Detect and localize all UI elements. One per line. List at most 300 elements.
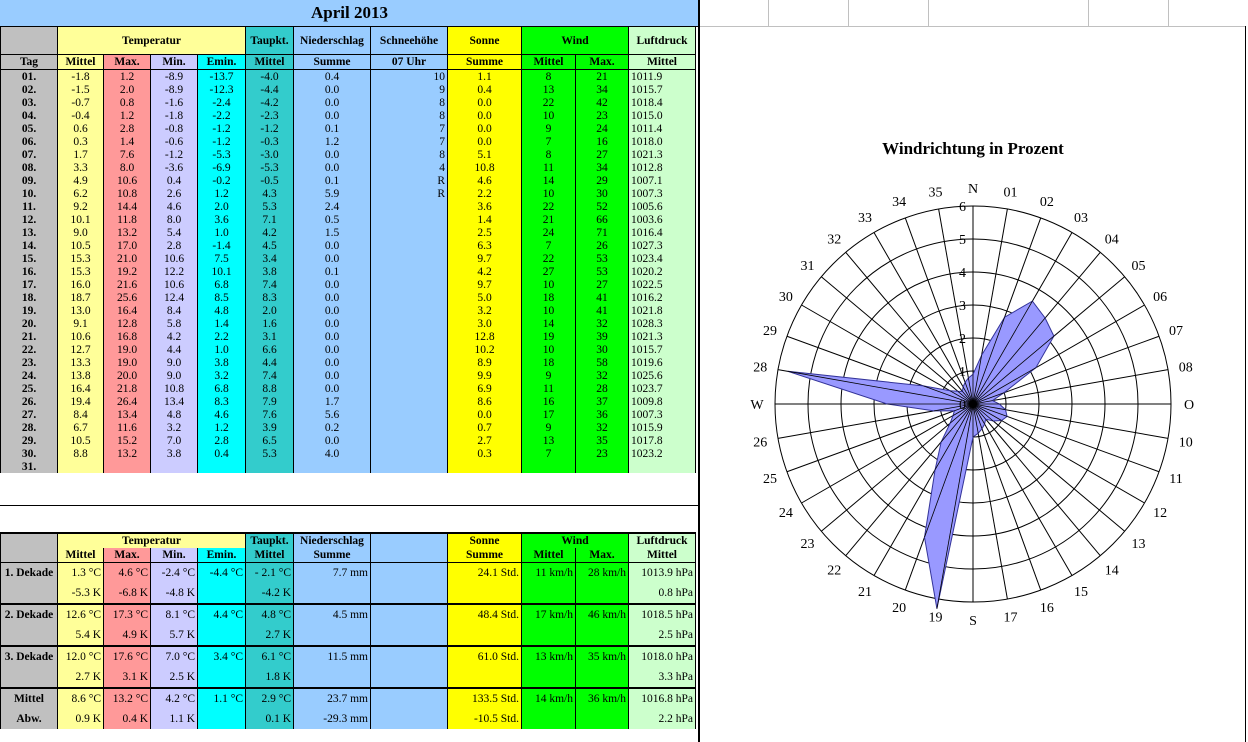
luftdruck-cell: 1016.2 xyxy=(629,291,696,304)
temp-max-cell: 19.0 xyxy=(104,343,151,356)
table-row xyxy=(1,70,696,84)
sonne-cell: 8.9 xyxy=(448,356,522,369)
luftdruck-cell: 1016.4 xyxy=(629,226,696,239)
summary-temp-max-cell: 17.6 °C xyxy=(104,646,151,667)
ring-label: 5 xyxy=(959,233,966,248)
day-label-cell: 27. xyxy=(1,408,58,421)
wind-mittel-cell: 27 xyxy=(522,265,576,278)
summary-temp-max-cell: 0.4 K xyxy=(104,709,151,729)
day-label-cell: 05. xyxy=(1,122,58,135)
cardinal-label-N: N xyxy=(967,182,979,197)
temp-min-cell: 8.0 xyxy=(151,213,198,226)
niederschlag-cell: 0.0 xyxy=(294,369,371,382)
taupkt-cell: 5.3 xyxy=(246,200,294,213)
temp-emin-cell: 6.8 xyxy=(198,278,246,291)
summary-row xyxy=(1,667,696,688)
temp-max-cell: 11.8 xyxy=(104,213,151,226)
wind-max-cell: 27 xyxy=(576,278,629,291)
summary-taupkt-cell: 2.9 °C xyxy=(246,688,294,709)
luftdruck-cell xyxy=(629,460,696,473)
summary-empty-cell xyxy=(371,563,448,584)
summary-wind-max-cell: 35 km/h xyxy=(576,646,629,667)
table-row xyxy=(1,265,696,278)
wind-mittel-cell: 24 xyxy=(522,226,576,239)
summary-row xyxy=(1,625,696,646)
temp-mittel-cell: 0.3 xyxy=(58,135,104,148)
temp-min-cell: -1.6 xyxy=(151,96,198,109)
summary-temp-max-cell: 17.3 °C xyxy=(104,604,151,625)
taupkt-cell: 3.4 xyxy=(246,252,294,265)
header-wind-mittel: Mittel xyxy=(522,55,576,70)
luftdruck-cell: 1021.3 xyxy=(629,148,696,161)
summary-taupkt-cell: - 2.1 °C xyxy=(246,563,294,584)
wind-max-cell: 37 xyxy=(576,395,629,408)
direction-label-32: 32 xyxy=(827,232,842,248)
ring-label: 3 xyxy=(959,299,966,314)
taupkt-cell: 7.1 xyxy=(246,213,294,226)
summary-temp-emin-cell: 3.4 °C xyxy=(198,646,246,667)
wind-mittel-cell: 10 xyxy=(522,109,576,122)
sonne-cell: 6.9 xyxy=(448,382,522,395)
day-label-cell: 07. xyxy=(1,148,58,161)
niederschlag-cell: 1.5 xyxy=(294,226,371,239)
wind-mittel-cell: 9 xyxy=(522,369,576,382)
schneehoehe-cell xyxy=(371,200,448,213)
temp-mittel-cell: 18.7 xyxy=(58,291,104,304)
wind-rose-chart xyxy=(700,120,1246,640)
temp-emin-cell: 1.0 xyxy=(198,343,246,356)
taupkt-cell: 8.3 xyxy=(246,291,294,304)
day-label-cell: 09. xyxy=(1,174,58,187)
niederschlag-cell: 0.0 xyxy=(294,317,371,330)
table-row xyxy=(1,239,696,252)
temp-mittel-cell: 19.4 xyxy=(58,395,104,408)
temp-mittel-cell: 13.8 xyxy=(58,369,104,382)
temp-emin-cell: 1.0 xyxy=(198,226,246,239)
temp-min-cell: 9.0 xyxy=(151,369,198,382)
temp-mittel-cell: -1.8 xyxy=(58,70,104,84)
schneehoehe-cell xyxy=(371,421,448,434)
sum-subheader-summe: Summe xyxy=(294,548,371,563)
summary-taupkt-cell: 1.8 K xyxy=(246,667,294,688)
summary-taupkt-cell: -4.2 K xyxy=(246,583,294,604)
temp-max-cell: 8.0 xyxy=(104,161,151,174)
temp-min-cell: 4.2 xyxy=(151,330,198,343)
direction-label-30: 30 xyxy=(778,290,793,305)
summary-sonne-cell: 48.4 Std. xyxy=(448,604,522,625)
direction-label-04: 04 xyxy=(1104,232,1119,248)
direction-label-01: 01 xyxy=(1003,185,1018,201)
temp-max-cell: 7.6 xyxy=(104,148,151,161)
day-label-cell: 14. xyxy=(1,239,58,252)
day-label-cell: 20. xyxy=(1,317,58,330)
niederschlag-cell: 0.1 xyxy=(294,265,371,278)
niederschlag-cell: 0.2 xyxy=(294,421,371,434)
day-label-cell: 15. xyxy=(1,252,58,265)
luftdruck-cell: 1018.4 xyxy=(629,96,696,109)
wind-mittel-cell: 14 xyxy=(522,174,576,187)
wind-mittel-cell: 7 xyxy=(522,135,576,148)
taupkt-cell: -1.2 xyxy=(246,122,294,135)
temp-emin-cell: -1.4 xyxy=(198,239,246,252)
day-label-cell: 10. xyxy=(1,187,58,200)
schneehoehe-cell: R xyxy=(371,174,448,187)
taupkt-cell: 7.6 xyxy=(246,408,294,421)
taupkt-cell: 3.9 xyxy=(246,421,294,434)
summary-luftdruck-cell: 2.5 hPa xyxy=(629,625,696,646)
day-label-cell: 26. xyxy=(1,395,58,408)
header-temperatur: Temperatur xyxy=(58,27,246,55)
taupkt-cell: 4.3 xyxy=(246,187,294,200)
table-row xyxy=(1,343,696,356)
direction-label-06: 06 xyxy=(1153,290,1168,305)
day-label-cell: 06. xyxy=(1,135,58,148)
taupkt-cell xyxy=(246,460,294,473)
day-label-cell: 29. xyxy=(1,434,58,447)
sonne-cell: 9.7 xyxy=(448,252,522,265)
temp-max-cell: 10.6 xyxy=(104,174,151,187)
taupkt-cell: 4.2 xyxy=(246,226,294,239)
direction-label-31: 31 xyxy=(800,259,815,275)
temp-max-cell: 19.0 xyxy=(104,356,151,369)
luftdruck-cell: 1005.6 xyxy=(629,200,696,213)
table-row xyxy=(1,252,696,265)
niederschlag-cell: 0.0 xyxy=(294,330,371,343)
summary-wind-max-cell xyxy=(576,709,629,729)
empty-grid-row xyxy=(700,0,1246,27)
table-row xyxy=(1,278,696,291)
niederschlag-cell: 0.0 xyxy=(294,96,371,109)
day-label-cell: 28. xyxy=(1,421,58,434)
table-row xyxy=(1,122,696,135)
cardinal-label-O: O xyxy=(1183,398,1195,413)
summary-period-label-cell: 1. Dekade xyxy=(1,563,58,584)
temp-max-cell: 20.0 xyxy=(104,369,151,382)
schneehoehe-cell: 4 xyxy=(371,161,448,174)
header-sonne: Sonne xyxy=(448,27,522,55)
niederschlag-cell: 4.0 xyxy=(294,447,371,460)
temp-emin-cell: 1.4 xyxy=(198,317,246,330)
table-row xyxy=(1,148,696,161)
summary-temp-emin-cell: -4.4 °C xyxy=(198,563,246,584)
header-tag: Tag xyxy=(1,55,58,70)
niederschlag-cell: 0.0 xyxy=(294,278,371,291)
summary-temp-min-cell: 2.5 K xyxy=(151,667,198,688)
direction-label-33: 33 xyxy=(858,210,872,226)
temp-emin-cell: -2.4 xyxy=(198,96,246,109)
temp-min-cell: 5.8 xyxy=(151,317,198,330)
summary-wind-max-cell: 28 km/h xyxy=(576,563,629,584)
sonne-cell: 3.6 xyxy=(448,200,522,213)
summary-period-label-cell: 3. Dekade xyxy=(1,646,58,667)
day-label-cell: 24. xyxy=(1,369,58,382)
niederschlag-cell xyxy=(294,460,371,473)
direction-label-25: 25 xyxy=(763,471,777,487)
wind-max-cell: 66 xyxy=(576,213,629,226)
direction-label-35: 35 xyxy=(928,185,943,201)
direction-label-03: 03 xyxy=(1074,210,1088,226)
summary-sonne-cell: 24.1 Std. xyxy=(448,563,522,584)
header-schneehoehe: Schneehöhe xyxy=(371,27,448,55)
sonne-cell: 3.2 xyxy=(448,304,522,317)
luftdruck-cell: 1020.2 xyxy=(629,265,696,278)
summary-sonne-cell xyxy=(448,625,522,646)
sum-subheader-wind-mittel: Mittel xyxy=(522,548,576,563)
temp-max-cell: 11.6 xyxy=(104,421,151,434)
temp-mittel-cell: 3.3 xyxy=(58,161,104,174)
taupkt-cell: -2.3 xyxy=(246,109,294,122)
wind-max-cell: 30 xyxy=(576,187,629,200)
summary-wind-mittel-cell: 17 km/h xyxy=(522,604,576,625)
schneehoehe-cell xyxy=(371,447,448,460)
luftdruck-cell: 1011.9 xyxy=(629,70,696,84)
schneehoehe-cell xyxy=(371,226,448,239)
sonne-cell: 9.9 xyxy=(448,369,522,382)
wind-max-cell: 34 xyxy=(576,161,629,174)
temp-mittel-cell: 9.2 xyxy=(58,200,104,213)
temp-mittel-cell: 9.0 xyxy=(58,226,104,239)
table-row xyxy=(1,187,696,200)
direction-label-20: 20 xyxy=(892,601,907,616)
summary-niederschlag-cell: -29.3 mm xyxy=(294,709,371,729)
summary-luftdruck-cell: 1018.0 hPa xyxy=(629,646,696,667)
wind-max-cell: 23 xyxy=(576,447,629,460)
wind-max-cell: 41 xyxy=(576,291,629,304)
day-label-cell: 01. xyxy=(1,70,58,84)
wind-mittel-cell: 21 xyxy=(522,213,576,226)
summary-temp-min-cell: 5.7 K xyxy=(151,625,198,646)
wind-max-cell: 52 xyxy=(576,200,629,213)
temp-min-cell: -8.9 xyxy=(151,83,198,96)
schneehoehe-cell: 8 xyxy=(371,109,448,122)
ring-label: 0 xyxy=(959,398,966,413)
direction-label-10: 10 xyxy=(1178,435,1193,451)
sonne-cell: 10.2 xyxy=(448,343,522,356)
wind-max-cell: 26 xyxy=(576,239,629,252)
header-temp-max: Max. xyxy=(104,55,151,70)
temp-mittel-cell: -0.4 xyxy=(58,109,104,122)
temp-max-cell: 1.4 xyxy=(104,135,151,148)
summary-luftdruck-cell: 0.8 hPa xyxy=(629,583,696,604)
temp-mittel-cell: 12.7 xyxy=(58,343,104,356)
temp-mittel-cell: 13.3 xyxy=(58,356,104,369)
direction-label-08: 08 xyxy=(1178,360,1193,376)
temp-emin-cell: -6.9 xyxy=(198,161,246,174)
summary-temp-mittel-cell: 2.7 K xyxy=(58,667,104,688)
sonne-cell: 2.7 xyxy=(448,434,522,447)
luftdruck-cell: 1015.9 xyxy=(629,421,696,434)
temp-emin-cell: -1.2 xyxy=(198,135,246,148)
temp-min-cell: -0.6 xyxy=(151,135,198,148)
summary-row xyxy=(1,583,696,604)
table-row xyxy=(1,213,696,226)
summary-wind-mittel-cell: 14 km/h xyxy=(522,688,576,709)
summary-temp-mittel-cell: 12.0 °C xyxy=(58,646,104,667)
header-sonne-summe: Summe xyxy=(448,55,522,70)
temp-emin-cell xyxy=(198,460,246,473)
spacer xyxy=(0,505,699,533)
temp-emin-cell: 3.6 xyxy=(198,213,246,226)
summary-luftdruck-cell: 3.3 hPa xyxy=(629,667,696,688)
temp-emin-cell: 3.8 xyxy=(198,356,246,369)
wind-max-cell: 28 xyxy=(576,382,629,395)
summary-row xyxy=(1,563,696,584)
grid-cell xyxy=(928,0,1009,26)
temp-max-cell: 13.2 xyxy=(104,447,151,460)
day-label-cell: 19. xyxy=(1,304,58,317)
luftdruck-cell: 1018.0 xyxy=(629,135,696,148)
temp-mittel-cell: 15.3 xyxy=(58,265,104,278)
table-row xyxy=(1,291,696,304)
grid-cell xyxy=(768,0,849,26)
ring-label: 1 xyxy=(959,365,966,380)
summary-temp-mittel-cell: -5.3 K xyxy=(58,583,104,604)
sonne-cell: 8.6 xyxy=(448,395,522,408)
luftdruck-cell: 1021.3 xyxy=(629,330,696,343)
wind-mittel-cell: 10 xyxy=(522,278,576,291)
temp-emin-cell: -2.2 xyxy=(198,109,246,122)
sonne-cell: 0.0 xyxy=(448,408,522,421)
table-row xyxy=(1,421,696,434)
schneehoehe-cell xyxy=(371,460,448,473)
day-label-cell: 18. xyxy=(1,291,58,304)
header-nied-summe: Summe xyxy=(294,55,371,70)
temp-mittel-cell: 13.0 xyxy=(58,304,104,317)
wind-max-cell: 53 xyxy=(576,265,629,278)
temp-min-cell: 0.4 xyxy=(151,174,198,187)
temp-mittel-cell: 8.8 xyxy=(58,447,104,460)
taupkt-cell: 7.9 xyxy=(246,395,294,408)
sonne-cell: 0.0 xyxy=(448,122,522,135)
wind-max-cell xyxy=(576,460,629,473)
schneehoehe-cell xyxy=(371,278,448,291)
temp-emin-cell: 4.6 xyxy=(198,408,246,421)
chart-panel xyxy=(700,0,1248,742)
wind-mittel-cell: 17 xyxy=(522,408,576,421)
luftdruck-cell: 1015.0 xyxy=(629,109,696,122)
table-row xyxy=(1,330,696,343)
taupkt-cell: 3.8 xyxy=(246,265,294,278)
sum-header-niederschlag: Niederschlag xyxy=(294,533,371,548)
taupkt-cell: 6.5 xyxy=(246,434,294,447)
direction-label-11: 11 xyxy=(1169,471,1183,487)
taupkt-cell: -0.5 xyxy=(246,174,294,187)
temp-max-cell: 13.2 xyxy=(104,226,151,239)
sum-subheader-max: Max. xyxy=(104,548,151,563)
day-label-cell: 31. xyxy=(1,460,58,473)
summary-temp-min-cell: 7.0 °C xyxy=(151,646,198,667)
niederschlag-cell: 0.0 xyxy=(294,83,371,96)
temp-max-cell: 17.0 xyxy=(104,239,151,252)
temp-max-cell: 12.8 xyxy=(104,317,151,330)
niederschlag-cell: 1.2 xyxy=(294,135,371,148)
sum-header-taupkt: Taupkt. xyxy=(246,533,294,548)
schneehoehe-cell xyxy=(371,330,448,343)
temp-emin-cell: -1.2 xyxy=(198,122,246,135)
temp-mittel-cell: 10.5 xyxy=(58,434,104,447)
summary-temp-emin-cell: 1.1 °C xyxy=(198,688,246,709)
niederschlag-cell: 2.4 xyxy=(294,200,371,213)
temp-min-cell xyxy=(151,460,198,473)
schneehoehe-cell: 7 xyxy=(371,135,448,148)
temp-mittel-cell: 16.0 xyxy=(58,278,104,291)
temp-mittel-cell: 10.1 xyxy=(58,213,104,226)
table-row xyxy=(1,447,696,460)
wind-mittel-cell: 8 xyxy=(522,148,576,161)
temp-min-cell: 4.4 xyxy=(151,343,198,356)
niederschlag-cell: 0.0 xyxy=(294,161,371,174)
header-taupkt-mittel: Mittel xyxy=(246,55,294,70)
niederschlag-cell: 0.4 xyxy=(294,70,371,84)
taupkt-cell: 5.3 xyxy=(246,447,294,460)
summary-row xyxy=(1,688,696,709)
summary-empty-cell xyxy=(371,604,448,625)
temp-min-cell: -3.6 xyxy=(151,161,198,174)
luftdruck-cell: 1023.4 xyxy=(629,252,696,265)
summary-row xyxy=(1,646,696,667)
summary-temp-max-cell: 3.1 K xyxy=(104,667,151,688)
ring-label: 4 xyxy=(959,266,966,281)
summary-temp-emin-cell xyxy=(198,625,246,646)
direction-label-34: 34 xyxy=(892,195,907,210)
temp-emin-cell: -5.3 xyxy=(198,148,246,161)
summary-wind-mittel-cell xyxy=(522,667,576,688)
summary-sonne-cell xyxy=(448,583,522,604)
sonne-cell: 2.2 xyxy=(448,187,522,200)
wind-max-cell: 32 xyxy=(576,317,629,330)
summary-sonne-cell: 133.5 Std. xyxy=(448,688,522,709)
temp-emin-cell: 1.2 xyxy=(198,187,246,200)
day-label-cell: 12. xyxy=(1,213,58,226)
wind-max-cell: 42 xyxy=(576,96,629,109)
wind-mittel-cell: 16 xyxy=(522,395,576,408)
sonne-cell: 5.1 xyxy=(448,148,522,161)
temp-emin-cell: 6.8 xyxy=(198,382,246,395)
temp-max-cell: 19.2 xyxy=(104,265,151,278)
temp-max-cell: 26.4 xyxy=(104,395,151,408)
temp-emin-cell: 1.2 xyxy=(198,421,246,434)
direction-label-26: 26 xyxy=(753,435,768,451)
wind-max-cell: 29 xyxy=(576,174,629,187)
temp-emin-cell: 2.2 xyxy=(198,330,246,343)
direction-label-13: 13 xyxy=(1131,536,1146,552)
niederschlag-cell: 0.5 xyxy=(294,213,371,226)
summary-wind-max-cell: 36 km/h xyxy=(576,688,629,709)
table-row xyxy=(1,109,696,122)
luftdruck-cell: 1007.1 xyxy=(629,174,696,187)
taupkt-cell: -0.3 xyxy=(246,135,294,148)
table-row xyxy=(1,135,696,148)
direction-label-17: 17 xyxy=(1003,610,1018,626)
table-row xyxy=(1,434,696,447)
grid-cell xyxy=(1168,0,1247,26)
header-temp-mittel: Mittel xyxy=(58,55,104,70)
schneehoehe-cell xyxy=(371,317,448,330)
temp-emin-cell: 10.1 xyxy=(198,265,246,278)
luftdruck-cell: 1025.6 xyxy=(629,369,696,382)
temp-emin-cell: 7.5 xyxy=(198,252,246,265)
luftdruck-cell: 1015.7 xyxy=(629,343,696,356)
taupkt-cell: 1.6 xyxy=(246,317,294,330)
temp-max-cell: 16.8 xyxy=(104,330,151,343)
header-temp-emin: Emin. xyxy=(198,55,246,70)
cardinal-label-W: W xyxy=(750,398,764,413)
summary-niederschlag-cell: 4.5 mm xyxy=(294,604,371,625)
sum-subheader-blank xyxy=(1,548,58,563)
sum-subheader-luftdruck: Mittel xyxy=(629,548,696,563)
wind-mittel-cell: 8 xyxy=(522,70,576,84)
niederschlag-cell: 0.0 xyxy=(294,148,371,161)
